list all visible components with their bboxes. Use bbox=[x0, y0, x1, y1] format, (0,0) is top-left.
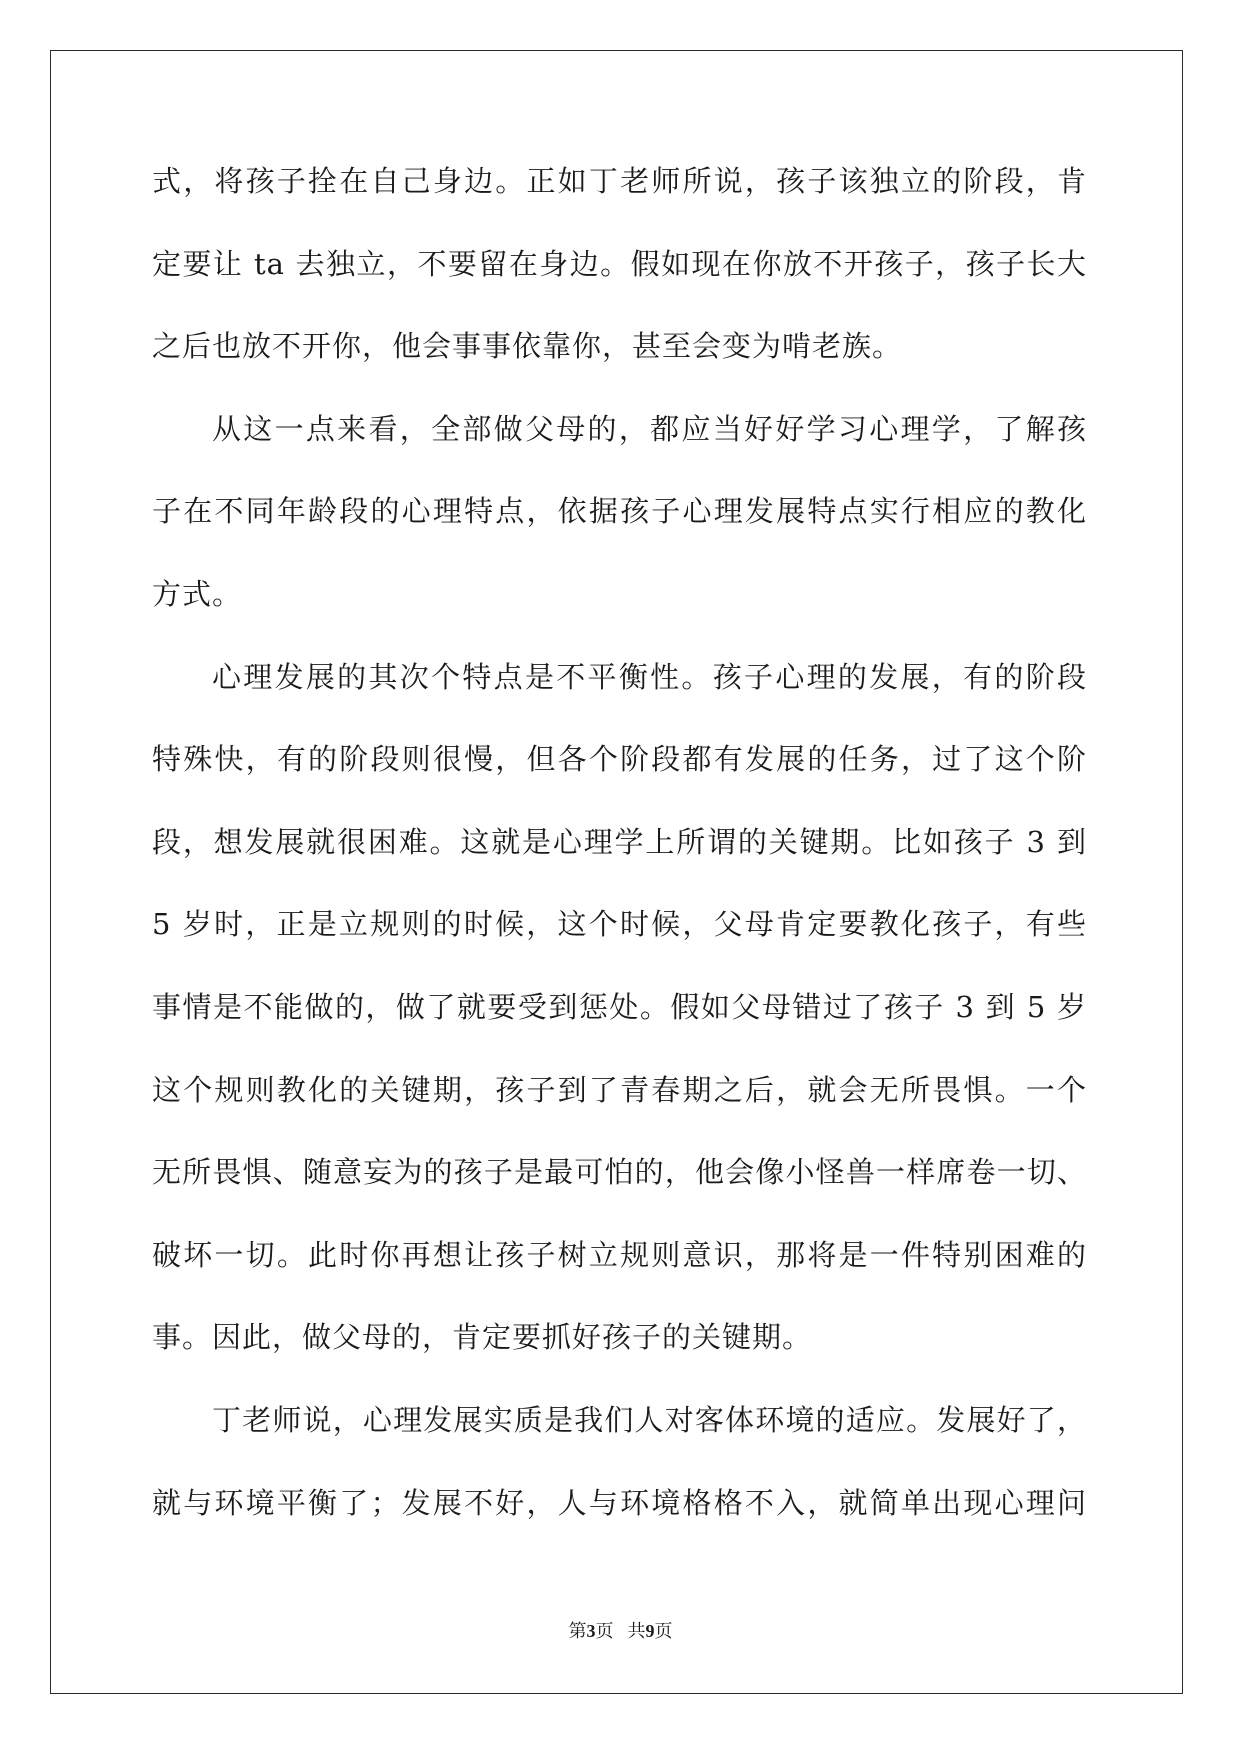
page-footer bbox=[0, 1619, 1241, 1644]
text-line: 从这一点来看，全部做父母的，都应当好好学习心理学，了解孩 bbox=[212, 411, 1087, 446]
page-number bbox=[569, 1621, 614, 1642]
text-line: 这个规则教化的关键期，孩子到了青春期之后，就会无所畏惧。一个 bbox=[152, 1072, 1087, 1107]
page-total bbox=[628, 1621, 673, 1642]
page-suffix: 页 bbox=[595, 1621, 614, 1642]
text-line: 之后也放不开你，他会事事依靠你，甚至会变为啃老族。 bbox=[152, 329, 903, 364]
page-prefix: 第 bbox=[568, 1621, 587, 1642]
text-line: 子在不同年龄段的心理特点，依据孩子心理发展特点实行相应的教化 bbox=[152, 494, 1087, 529]
text-line: 破坏一切。此时你再想让孩子树立规则意识，那将是一件特别困难的 bbox=[152, 1237, 1087, 1272]
text-line: 段，想发展就很困难。这就是心理学上所谓的关键期。比如孩子 3 到 bbox=[152, 824, 1087, 859]
text-line: 事情是不能做的，做了就要受到惩处。假如父母错过了孩子 3 到 5 岁 bbox=[152, 989, 1087, 1024]
page-total-number: 9 bbox=[645, 1621, 655, 1641]
text-line: 式，将孩子拴在自己身边。正如丁老师所说，孩子该独立的阶段，肯 bbox=[152, 164, 1087, 198]
page-current: 3 bbox=[586, 1621, 596, 1641]
document-body bbox=[152, 161, 1087, 1565]
text-line: 定要让 ta 去独立，不要留在身边。假如现在你放不开孩子，孩子长大 bbox=[152, 246, 1087, 281]
total-prefix: 共 bbox=[627, 1621, 646, 1642]
text-line: 无所畏惧、随意妄为的孩子是最可怕的，他会像小怪兽一样席卷一切、 bbox=[152, 1155, 1087, 1190]
total-suffix: 页 bbox=[654, 1621, 673, 1642]
text-line: 事。因此，做父母的，肯定要抓好孩子的关键期。 bbox=[152, 1320, 813, 1355]
text-line: 心理发展的其次个特点是不平衡性。孩子心理的发展，有的阶段 bbox=[212, 659, 1087, 694]
text-line: 方式。 bbox=[152, 576, 243, 611]
text-line: 特殊快，有的阶段则很慢，但各个阶段都有发展的任务，过了这个阶 bbox=[152, 742, 1087, 777]
text-line: 丁老师说，心理发展实质是我们人对客体环境的适应。发展好了， bbox=[212, 1402, 1087, 1437]
text-line: 就与环境平衡了；发展不好，人与环境格格不入，就简单出现心理问 bbox=[152, 1485, 1087, 1520]
text-line: 5 岁时，正是立规则的时候，这个时候，父母肯定要教化孩子，有些 bbox=[152, 907, 1087, 942]
